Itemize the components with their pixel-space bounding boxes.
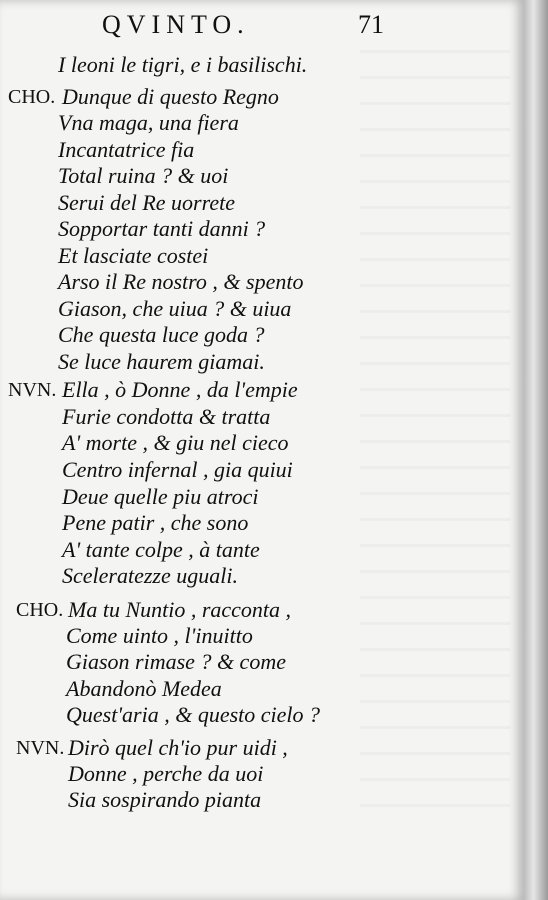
verse-line: A' tante colpe , à tante xyxy=(62,537,260,562)
verse-line: Quest'aria , & questo cielo ? xyxy=(66,702,321,727)
verse-line: Giason, che uiua ? & uiua xyxy=(58,296,292,321)
running-head: QVINTO. xyxy=(102,10,250,39)
page-edge xyxy=(524,0,548,900)
verse-line: Giason rimase ? & come xyxy=(66,649,286,674)
verse-line: Sia sospirando pianta xyxy=(68,787,262,812)
verse-line: Che questa luce goda ? xyxy=(58,322,265,347)
verse-line: Donne , perche da uoi xyxy=(68,761,264,786)
verse-line: Dirò quel ch'io pur uidi , xyxy=(68,735,288,760)
verse-line: Deue quelle piu atroci xyxy=(62,484,259,509)
verse-line: Arso il Re nostro , & spento xyxy=(58,269,304,294)
verse-line: Vna maga, una fiera xyxy=(58,110,239,135)
verse-line: Ma tu Nuntio , racconta , xyxy=(68,597,292,622)
verse-line: Sceleratezze uguali. xyxy=(62,563,238,588)
speaker-label: NVN. xyxy=(8,379,57,401)
speaker-label: CHO. xyxy=(8,86,56,108)
verse-line: Se luce haurem giamai. xyxy=(58,349,265,374)
verse-line: Abandonò Medea xyxy=(66,676,222,701)
show-through-text xyxy=(360,50,510,830)
page-header xyxy=(90,10,490,40)
verse-line: Serui del Re uorrete xyxy=(58,190,235,215)
page-number: 71 xyxy=(358,10,384,39)
verse-line: Incantatrice fia xyxy=(58,137,195,162)
verse-line: Pene patir , che sono xyxy=(62,510,249,535)
verse-line: Come uinto , l'inuitto xyxy=(66,623,253,648)
verse-line: Ella , ò Donne , da l'empie xyxy=(62,377,298,402)
verse-line: Et lasciate costei xyxy=(58,243,209,268)
verse-line: Total ruina ? & uoi xyxy=(58,163,229,188)
verse-line: Centro infernal , gia quiui xyxy=(62,457,293,482)
verse-line: A' morte , & giu nel cieco xyxy=(62,430,289,455)
verse-line: Sopportar tanti danni ? xyxy=(58,216,266,241)
verse-line: Furie condotta & tratta xyxy=(62,404,271,429)
verse-line: Dunque di questo Regno xyxy=(62,84,279,109)
speaker-label: NVN. xyxy=(16,737,65,759)
speaker-label: CHO. xyxy=(16,599,64,621)
verse-line: I leoni le tigri, e i basilischi. xyxy=(58,52,308,77)
